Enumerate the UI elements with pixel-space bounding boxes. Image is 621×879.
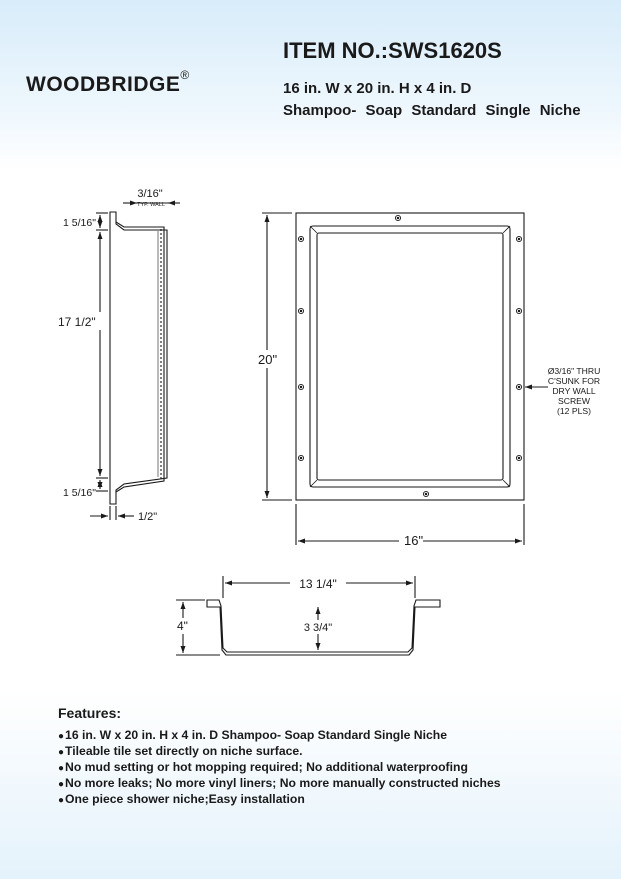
side-view-profile (110, 212, 167, 504)
section-width-label: 13 1/4" (299, 577, 337, 591)
product-description: Shampoo- Soap Standard Single Niche (283, 102, 581, 119)
screw-note-line-1: Ø3/16" THRU (547, 366, 601, 376)
feature-text: No mud setting or hot mopping required; No additional waterproofing (65, 760, 468, 774)
bullet-icon: ● (58, 779, 65, 790)
side-view (90, 203, 180, 520)
item-number: ITEM NO.:SWS1620S (283, 38, 502, 63)
section-inner-depth-label: 3 3/4" (303, 622, 333, 634)
features-title: Features: (58, 705, 122, 721)
flange-depth-label: 1/2" (138, 511, 158, 523)
features-section (58, 705, 598, 808)
brand-name: WOODBRIDGE (26, 73, 181, 96)
features-list (58, 728, 598, 808)
screw-note-line-2: C'SUNK FOR (547, 376, 601, 386)
feature-item (58, 728, 598, 744)
feature-item (58, 760, 598, 776)
feature-text: 16 in. W x 20 in. H x 4 in. D Shampoo- Soap Standard Single Niche (65, 728, 447, 742)
typ-wall-label: TYP. WALL (137, 202, 165, 208)
inner-height-label: 17 1/2" (58, 315, 96, 329)
bullet-icon: ● (58, 747, 65, 758)
bullet-icon: ● (58, 763, 65, 774)
bottom-flange-label: 1 5/16" (63, 487, 96, 499)
screw-note (548, 366, 601, 416)
feature-text: One piece shower niche;Easy installation (65, 792, 305, 806)
screw-note-line-5: (12 PLS) (557, 406, 591, 416)
feature-item (58, 744, 598, 760)
bullet-icon: ● (58, 795, 65, 806)
front-height-label: 20" (258, 352, 278, 367)
screw-note-line-3: DRY WALL (552, 386, 596, 396)
front-width-label: 16" (404, 533, 424, 548)
front-view (262, 213, 548, 545)
feature-item (58, 792, 598, 808)
product-dimensions: 16 in. W x 20 in. H x 4 in. D (283, 80, 472, 97)
feature-text: Tileable tile set directly on niche surface. (65, 744, 303, 758)
front-view-flange (296, 213, 524, 500)
wall-thickness-label: 3/16" (137, 188, 163, 200)
top-flange-label: 1 5/16" (63, 217, 96, 229)
screw-note-line-4: SCREW (558, 396, 590, 406)
bullet-icon: ● (58, 731, 65, 742)
feature-item (58, 776, 598, 792)
section-depth-label: 4" (177, 619, 188, 633)
registered-mark: ® (180, 68, 190, 82)
feature-text: No more leaks; No more vinyl liners; No more manually constructed niches (65, 776, 501, 790)
